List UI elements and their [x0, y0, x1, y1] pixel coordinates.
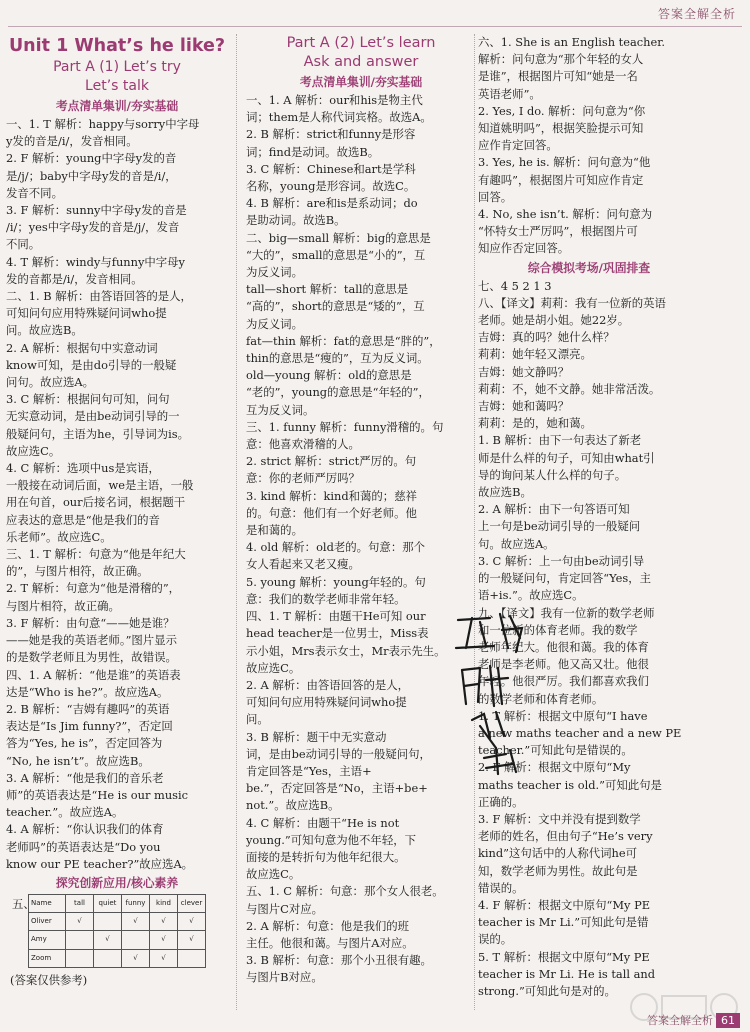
answer-line: 的是数学老师且为男性，故错误。 — [6, 650, 177, 665]
table-header-cell: Name — [29, 894, 66, 912]
table-cell — [66, 931, 94, 949]
unit-title: Unit 1 What’s he like? — [8, 36, 226, 56]
answer-line: 示小姐，Mrs表示女士，Mr表示先生。 — [246, 643, 446, 658]
table-cell: √ — [122, 913, 150, 931]
answer-line: 莉莉：不，她不文静。她非常活泼。 — [478, 381, 661, 396]
answer-line: 错误的。 — [478, 880, 524, 895]
answer-line: 5. T 解析：根据文中原句“My PE — [478, 949, 650, 964]
answer-line: “大的”，small的意思是“小的”，互 — [246, 247, 426, 262]
answer-line: 与图片B对应。 — [246, 970, 323, 985]
handwriting-scribble — [450, 608, 540, 778]
table-cell: √ — [150, 913, 178, 931]
answer-line: 2. Yes, I do. 解析：问句意为“你 — [478, 103, 646, 118]
answer-line: 3. F 解析：由句意“——她是谁？ — [6, 615, 175, 630]
table-row — [29, 949, 206, 967]
answer-line: 可知问句应用特殊疑问词who提 — [6, 306, 167, 321]
answer-line: 吉姆：她文静吗？ — [478, 364, 570, 379]
answer-line: 正确的。 — [478, 794, 524, 809]
answer-line: not.”。故应选B。 — [246, 798, 340, 813]
answer-line: 八、【译文】莉莉：我有一位新的英语 — [478, 295, 666, 310]
answer-line: 4. C 解析：由题干“He is not — [246, 815, 400, 830]
answer-line: 肯定回答是“Yes，主语+ — [246, 763, 372, 778]
answer-line: know our PE teacher?”故应选A。 — [6, 856, 194, 871]
table-cell — [94, 913, 122, 931]
answer-line: 意：你的老师严厉吗？ — [246, 471, 360, 486]
answer-table — [28, 894, 206, 968]
answer-line: 词；them是人称代词宾格。故选A。 — [246, 110, 432, 125]
answer-line: 四、1. T 解析：由题干He可知 our — [246, 609, 426, 624]
section-heading: 探究创新应用/核心素养 — [55, 875, 179, 890]
answer-line: teacher.”。故应选A。 — [6, 805, 124, 820]
answer-line: 2. B 解析：“吉姆有趣吗”的英语 — [6, 701, 170, 716]
answer-line: kind”这句话中的人称代词he可 — [478, 846, 637, 861]
answer-line: 莉莉：她年轻又漂亮。 — [478, 347, 592, 362]
answer-line: be.”，否定回答是“No，主语+be+ — [246, 781, 428, 796]
part-title: Part A (2) Let’s learn — [286, 35, 436, 51]
answer-list — [246, 92, 476, 987]
answer-line: 回答。 — [478, 189, 513, 204]
answer-line: 2. A 解析：根据句中实意动词 — [6, 340, 158, 355]
answer-line: teacher.”可知此句是错误的。 — [478, 743, 633, 758]
header-tag: 答案全解全析 — [657, 7, 736, 21]
table-cell — [178, 949, 206, 967]
answer-line: 达是“Who is he?”。故应选A。 — [6, 684, 169, 699]
answer-line: 的一般疑问句，肯定回答“Yes，主 — [478, 571, 652, 586]
answer-line: 吉姆：她和蔼吗？ — [478, 399, 570, 414]
answer-line: 2. A 解析：由答语回答的是人， — [246, 677, 410, 692]
answer-line: 词；find是动词。故选B。 — [246, 144, 380, 159]
answer-line: 3. C 解析：Chinese和art是学科 — [246, 161, 416, 176]
answer-line: a new maths teacher and a new PE — [478, 725, 682, 740]
answer-line: 女人看起来又老又瘦。 — [246, 557, 360, 572]
answer-line: 应表达的意思是“他是我们的音 — [6, 512, 160, 527]
answer-line: 导的询问某人什么样的句子。 — [478, 467, 627, 482]
answer-line: 吉姆：真的吗？她什么样？ — [478, 330, 615, 345]
answer-line: 4. T 解析：windy与funny中字母y — [6, 254, 185, 269]
answer-line: ——她是我的英语老师。”图片显示 — [6, 633, 177, 648]
answer-line: thin的意思是“瘦的”，互为反义词。 — [246, 351, 429, 366]
answer-line: 问。 — [246, 712, 269, 727]
answer-line: 知道姚明吗”，根据笑脸提示可知 — [478, 121, 644, 136]
answer-line: 发的音都是/i/，发音相同。 — [6, 271, 143, 286]
answer-line: 故应选C。 — [246, 660, 301, 675]
answer-line: 故应选B。 — [478, 485, 532, 500]
answer-line: 师是什么样的句子，可知由what引 — [478, 450, 655, 465]
answer-line: 5. young 解析：young年轻的。句 — [246, 574, 426, 589]
answer-line: 应作肯定回答。 — [478, 138, 558, 153]
answer-note: (答案仅供参考) — [10, 972, 88, 987]
answer-line: 为反义词。 — [246, 316, 303, 331]
answer-line: 老师吗”的英语表达是“Do you — [6, 839, 161, 854]
table-row — [29, 913, 206, 931]
answer-line: 问句。故应选A。 — [6, 375, 94, 390]
answer-line: 4. F 解析：根据文中原句“My PE — [478, 897, 651, 912]
answer-line: 可知问句应用特殊疑问词who提 — [246, 695, 407, 710]
answer-line: 是和蔼的。 — [246, 523, 303, 538]
answer-line: 的数学老师和体育老师。 — [478, 691, 604, 706]
answer-line: 是助动词。故选B。 — [246, 213, 346, 228]
column-middle — [246, 34, 476, 987]
answer-line: 般疑问句，主语为he，引导词为is。 — [6, 426, 190, 441]
table-cell: √ — [122, 949, 150, 967]
page-footer — [647, 1012, 740, 1028]
answer-line: teacher is Mr Li. He is tall and — [478, 966, 656, 981]
answer-line: 词，是由be动词引导的一般疑问句， — [246, 746, 431, 761]
answer-line: 一般接在动词后面，we是主语，一般 — [6, 478, 194, 493]
answer-line: 老师是李老师。他又高又壮。他很 — [478, 657, 649, 672]
question-number: 五、 — [12, 896, 35, 911]
answer-line: maths teacher is old.”可知此句是 — [478, 777, 662, 792]
answer-line: 有趣吗”，根据图片可知应作肯定 — [478, 172, 644, 187]
answer-line: 面接的是转折句为他年纪很大。 — [246, 849, 406, 864]
answer-line: 故应选C。 — [246, 867, 301, 882]
answer-line: 七、4 5 2 1 3 — [478, 278, 552, 293]
table-row — [29, 931, 206, 949]
column-right — [478, 34, 700, 1000]
answer-line: 的”，与图片相符，故正确。 — [6, 564, 149, 579]
table-header-cell: kind — [150, 894, 178, 912]
answer-line: 知应作否定回答。 — [478, 241, 570, 256]
section-heading: 考点清单集训/夯实基础 — [299, 75, 423, 89]
answer-line: 互为反义词。 — [246, 402, 315, 417]
answer-line: “No, he isn’t”。故应选B。 — [6, 753, 150, 768]
answer-line: y发的音是/i/，发音相同。 — [6, 134, 138, 149]
section-heading: 综合模拟考场/巩固排查 — [527, 260, 651, 275]
answer-line: young.”可知句意为他不年轻，下 — [246, 832, 416, 847]
answer-line: 是/j/；baby中字母y发的音是/i/， — [6, 168, 177, 183]
answer-line: 知，数学老师为男性。故此句是 — [478, 863, 638, 878]
part-subtitle: Ask and answer — [303, 54, 419, 70]
table-cell — [122, 931, 150, 949]
answer-line: teacher is Mr Li.”可知此句是错 — [478, 915, 649, 930]
table-header-cell: quiet — [94, 894, 122, 912]
answer-line: 师”的英语表达是“He is our music — [6, 787, 189, 802]
answer-line: 与图片相符，故正确。 — [6, 598, 120, 613]
top-header — [0, 0, 750, 30]
answer-line: 2. T 解析：句意为“他是滑稽的”， — [6, 581, 181, 596]
answer-line: know可知，是由do引导的一般疑 — [6, 357, 177, 372]
answer-line: /i/；yes中字母y发的音是/j/，发音 — [6, 220, 180, 235]
answer-line: 年轻。他很严厉。我们都喜欢我们 — [478, 674, 649, 689]
answer-line: 英语老师”。 — [478, 86, 541, 101]
answer-line: 2. strict 解析：strict严厉的。句 — [246, 454, 417, 469]
answer-line: 名称，young是形容词。故选C。 — [246, 179, 416, 194]
answer-line: fat—thin 解析：fat的意思是“胖的”， — [246, 333, 441, 348]
answer-line: 解析：问句意为“那个年轻的女人 — [478, 52, 644, 67]
answer-line: 为反义词。 — [246, 265, 303, 280]
answer-line: 4. C 解析：选项中us是宾语， — [6, 461, 160, 476]
answer-line: 3. B 解析：句意：那个小丑很有趣。 — [246, 953, 432, 968]
answer-line: 2. B 解析：strict和funny是形容 — [246, 127, 416, 142]
answer-line: 二、1. B 解析：由答语回答的是人， — [6, 289, 192, 304]
table-cell: √ — [150, 931, 178, 949]
table-cell: √ — [94, 931, 122, 949]
answer-line: 上一句是be动词引导的一般疑问 — [478, 519, 641, 534]
answer-line: 2. F 解析：根据文中原句“My — [478, 760, 631, 775]
answer-line: 3. kind 解析：kind和蔼的；慈祥 — [246, 488, 417, 503]
footer-label: 答案全解全析 — [647, 1014, 713, 1027]
table-header-cell: tall — [66, 894, 94, 912]
answer-line: 一、1. T 解析：happy与sorry中字母 — [6, 117, 200, 131]
answer-line: 老师年纪大。他很和蔼。我的体育 — [478, 639, 649, 654]
answer-line: 3. A 解析：“他是我们的音乐老 — [6, 770, 164, 785]
answer-line: 4. B 解析：are和is是系动词；do — [246, 196, 418, 211]
answer-line: 四、1. A 解析：“他是谁”的英语表 — [6, 667, 181, 682]
table-cell: √ — [178, 931, 206, 949]
answer-line: 3. Yes, he is. 解析：问句意为“他 — [478, 155, 651, 170]
answer-line: 乐老师”。故应选C。 — [6, 529, 112, 544]
column-divider — [236, 34, 237, 1010]
answer-line: 误的。 — [478, 932, 513, 947]
answer-line: 是谁”，根据图片可知“她是一名 — [478, 69, 638, 84]
answer-line: 意：他喜欢滑稽的人。 — [246, 437, 360, 452]
answer-line: 和一位新的体育老师。我的数学 — [478, 622, 638, 637]
table-cell: Zoom — [29, 949, 66, 967]
answer-line: 三、1. funny 解析：funny滑稽的。句 — [246, 419, 444, 434]
answer-line: 4. No, she isn’t. 解析：问句意为 — [478, 207, 653, 222]
part-subtitle: Let’s talk — [85, 78, 149, 94]
header-rule — [8, 26, 742, 27]
table-cell: Amy — [29, 931, 66, 949]
answer-line: 3. F 解析：sunny中字母y发的音是 — [6, 203, 187, 218]
answer-line: 3. C 解析：上一句由be动词引导 — [478, 553, 645, 568]
answer-line: 3. B 解析：题干中无实意动 — [246, 729, 387, 744]
page-number: 61 — [716, 1013, 740, 1028]
answer-line: 莉莉：是的，她和蔼。 — [478, 416, 592, 431]
answer-line: 2. A 解析：句意：他是我们的班 — [246, 918, 410, 933]
answer-line: 3. F 解析：文中并没有提到数学 — [478, 811, 641, 826]
answer-line: 无实意动词，是由be动词引导的一 — [6, 409, 180, 424]
answer-line: 不同。 — [6, 237, 41, 252]
answer-line: 五、1. C 解析：句意：那个女人很老。 — [246, 884, 444, 899]
answer-line: 三、1. T 解析：句意为“他是年纪大 — [6, 547, 186, 562]
answer-line: “高的”，short的意思是“矮的”，互 — [246, 299, 425, 314]
answer-line: 老师。她是胡小姐。她22岁。 — [478, 313, 630, 328]
answer-line: 4. old 解析：old老的。句意：那个 — [246, 540, 425, 555]
answer-line: 问。故应选B。 — [6, 323, 83, 338]
answer-line: 主任。他很和蔼。与图片A对应。 — [246, 935, 414, 950]
table-header-cell: funny — [122, 894, 150, 912]
column-left — [6, 34, 228, 989]
answer-line: 2. F 解析：young中字母y发的音 — [6, 151, 177, 166]
answer-line: strong.”可知此句是对的。 — [478, 983, 616, 998]
answer-line: 句。故应选A。 — [478, 536, 555, 551]
answer-table-block — [6, 894, 228, 968]
answer-line: “怀特女士严厉吗”，根据图片可 — [478, 224, 638, 239]
answer-line: 答为“Yes, he is”，否定回答为 — [6, 736, 163, 751]
section-heading: 考点清单集训/夯实基础 — [55, 99, 179, 113]
table-cell: √ — [178, 913, 206, 931]
table-cell: √ — [66, 913, 94, 931]
answer-line: old—young 解析：old的意思是 — [246, 368, 412, 383]
answer-line: 语+is.”。故应选C。 — [478, 588, 584, 603]
answer-line: 3. C 解析：根据问句可知，问句 — [6, 392, 170, 407]
answer-line: 一、1. A 解析：our和his是物主代 — [246, 93, 423, 107]
answer-line: 表达是“Is Jim funny?”，否定回 — [6, 719, 173, 734]
answer-line: 六、1. She is an English teacher. — [478, 35, 666, 49]
table-cell: √ — [150, 949, 178, 967]
table-header-cell: clever — [178, 894, 206, 912]
table-cell — [66, 949, 94, 967]
answer-line: 的。句意：他们有一个好老师。他 — [246, 505, 417, 520]
answer-line: 发音不同。 — [6, 185, 63, 200]
answer-line: 2. A 解析：由下一句答语可知 — [478, 502, 630, 517]
answer-line: 九、【译文】我有一位新的数学老师 — [478, 605, 655, 620]
table-cell — [94, 949, 122, 967]
answer-list — [6, 116, 228, 873]
answer-line: tall—short 解析：tall的意思是 — [246, 282, 409, 297]
answer-list — [478, 34, 700, 258]
answer-line: 二、big—small 解析：big的意思是 — [246, 230, 431, 245]
table-cell: Oliver — [29, 913, 66, 931]
answer-line: 老师的姓名，但由句子“He’s very — [478, 829, 653, 844]
answer-line: 意：我们的数学老师非常年轻。 — [246, 591, 406, 606]
answer-line: 与图片C对应。 — [246, 901, 324, 916]
answer-line: 1. T 解析：根据文中原句“I have — [478, 708, 648, 723]
answer-line: 故应选C。 — [6, 443, 61, 458]
answer-line: head teacher是一位男士，Miss表 — [246, 626, 429, 641]
answer-line: 4. A 解析：“你认识我们的体育 — [6, 822, 164, 837]
answer-line: 用在句首，our后接名词，根据题干 — [6, 495, 186, 510]
answer-line: 1. B 解析：由下一句表达了新老 — [478, 433, 642, 448]
answer-line: “老的”，young的意思是“年轻的”， — [246, 385, 430, 400]
part-title: Part A (1) Let’s try — [53, 59, 181, 75]
